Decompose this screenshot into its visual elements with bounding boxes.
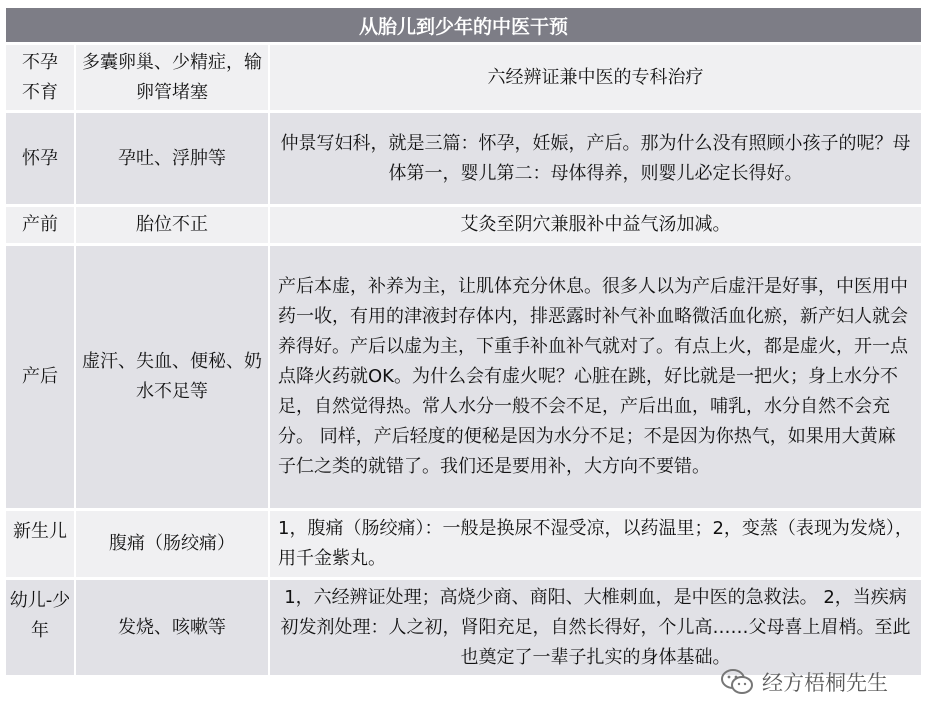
table-row xyxy=(6,243,921,508)
treatment-cell: 仲景写妇科，就是三篇：怀孕，妊娠，产后。那为什么没有照顾小孩子的呢？母体第一，婴儿第二：母体得养，则婴儿必定长得好。 xyxy=(270,113,921,204)
table-row xyxy=(6,204,921,243)
symptoms-cell: 虚汗、失血、便秘、奶水不足等 xyxy=(74,246,270,508)
treatment-cell: 产后本虚，补养为主，让肌体充分休息。很多人以为产后虚汗是好事，中医用中药一收，有用的津液封存体内，排恶露时补气补血略微活血化瘀，新产妇人就会养得好。产后以虚为主，下重手补血补气就对了。有点上火，都是虚火，开一点点降火药就OK。为什么会有虚火呢？心脏在跳，好比就是一把火；身上水分不足，自然觉得热。常人水分一般不会不足，产后出血，哺乳，水分自然不会充分。 同样，产后轻度的便秘是因为水分不足；不是因为你热气，如果用大黄麻子仁之类的就错了。我们还是要用补，大方向不要错。 xyxy=(270,246,921,508)
intervention-table xyxy=(6,8,921,675)
symptoms-cell: 发烧、咳嗽等 xyxy=(74,580,270,675)
table-row xyxy=(6,577,921,675)
stage-cell: 新生儿 xyxy=(6,511,74,577)
treatment-cell: 1，腹痛（肠绞痛）：一般是换尿不湿受凉，以药温里；2，变蒸（表现为发烧），用千金紫丸。 xyxy=(270,511,921,577)
table-row xyxy=(6,42,921,110)
symptoms-cell: 多囊卵巢、少精症，输卵管堵塞 xyxy=(74,45,270,110)
symptoms-cell: 孕吐、浮肿等 xyxy=(74,113,270,204)
wechat-icon xyxy=(720,668,754,696)
treatment-cell: 六经辨证兼中医的专科治疗 xyxy=(270,45,921,110)
stage-cell: 产前 xyxy=(6,207,74,243)
symptoms-cell: 腹痛（肠绞痛） xyxy=(74,511,270,577)
symptoms-cell: 胎位不正 xyxy=(74,207,270,243)
stage-cell: 幼儿-少年 xyxy=(6,580,74,675)
treatment-cell: 1，六经辨证处理；高烧少商、商阳、大椎刺血，是中医的急救法。 2，当疾病初发剂处理：人之初，肾阳充足，自然长得好，个儿高……父母喜上眉梢。至此也奠定了一辈子扎实的身体基础。 xyxy=(270,580,921,675)
stage-cell: 产后 xyxy=(6,246,74,508)
table-row xyxy=(6,110,921,204)
stage-cell: 不孕 不育 xyxy=(6,45,74,110)
table-row xyxy=(6,508,921,577)
table-title: 从胎儿到少年的中医干预 xyxy=(6,8,921,42)
watermark xyxy=(720,667,888,697)
watermark-text: 经方梧桐先生 xyxy=(762,671,888,695)
stage-cell: 怀孕 xyxy=(6,113,74,204)
treatment-cell: 艾灸至阴穴兼服补中益气汤加减。 xyxy=(270,207,921,243)
